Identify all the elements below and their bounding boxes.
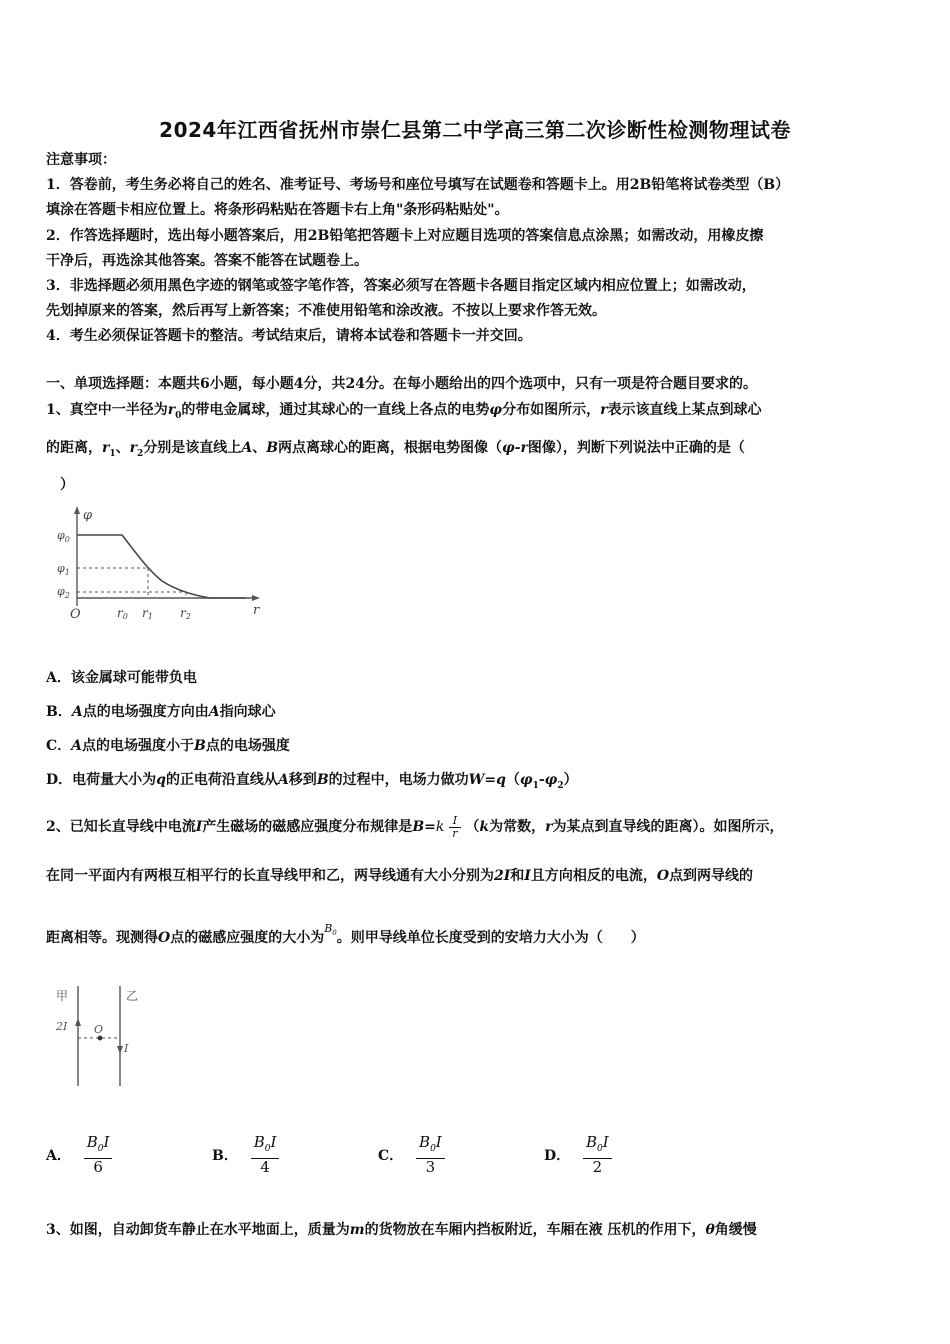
option-fraction: $\frac{B_0I}{4}$ [251, 1134, 280, 1176]
phi2-label: $\varphi_2$ [57, 585, 70, 600]
point-o [98, 1036, 103, 1041]
origin-label: O [70, 607, 81, 622]
potential-graph [50, 502, 270, 624]
q1-option-c[interactable]: C．A点的电场强度小于B点的电场强度 [46, 738, 290, 754]
notice-line: 填涂在答题卡相应位置上。将条形码粘贴在答题卡右上角"条形码粘贴处"。 [46, 202, 509, 218]
phi0-label: $\varphi_0$ [57, 529, 70, 544]
q2-stem-line2: 在同一平面内有两根互相平行的长直导线甲和乙，两导线通有大小分别为2I和I且方向相反的电流，O点到两导线的 [46, 868, 754, 884]
q1-stem-line3: ） [60, 477, 74, 493]
current-down-arrow [117, 1046, 123, 1054]
parallel-wires-figure [52, 982, 152, 1092]
r0-tick-label: r0 [117, 606, 128, 621]
y-axis-label: φ [83, 508, 93, 523]
phi1-label: $\varphi_1$ [57, 562, 70, 577]
r1-tick-label: r1 [142, 606, 153, 621]
option-fraction: $\frac{B_0I}{3}$ [416, 1134, 445, 1176]
q2-option-a[interactable]: A． $\frac{B_0I}{6}$ [46, 1134, 112, 1176]
q3-stem-line1: 3、如图，自动卸货车静止在水平地面上，质量为m的货物放在车厢内挡板附近，车厢在液 压机的作用下，θ角缓慢 [46, 1222, 757, 1238]
q1-stem-line1: 1、真空中一半径为$r_0$的带电金属球，通过其球心的一直线上各点的电势φ分布如图所示，r表示该直线上某点到球心 [46, 402, 762, 421]
q2-option-d[interactable]: D． $\frac{B_0I}{2}$ [544, 1134, 612, 1176]
jia-label: 甲 [56, 989, 69, 1003]
current-up-arrow [75, 1018, 81, 1026]
yi-label: 乙 [126, 989, 139, 1003]
q1-stem-line2: 的距离，$r_1$、$r_2$分别是该直线上A、B两点离球心的距离，根据电势图像（φ-r图像），判断下列说法中正确的是（ [46, 440, 745, 459]
q2-stem-line1: 2、已知长直导线中电流I产生磁场的磁感应强度分布规律是B=k $\frac{I}{r}$ （k为常数，r为某点到直导线的距离）。如图所示， [46, 813, 784, 840]
y-axis-arrow [74, 506, 80, 514]
notice-line: 先划掉原来的答案，然后再写上新答案；不准使用铅笔和涂改液。不按以上要求作答无效。 [46, 303, 606, 319]
q1-option-b[interactable]: B．A点的电场强度方向由A指向球心 [46, 704, 276, 720]
section-heading: 一、单项选择题：本题共6小题，每小题4分，共24分。在每小题给出的四个选项中，只有一项是符合题目要求的。 [46, 376, 757, 392]
o-label: O [94, 1023, 104, 1036]
notice-line: 3．非选择题必须用黑色字迹的钢笔或签字笔作答，答案必须写在答题卡各题目指定区域内相应位置上；如需改动， [46, 278, 756, 294]
r2-tick-label: r2 [180, 606, 191, 621]
notice-line: 4．考生必须保证答题卡的整洁。考试结束后，请将本试卷和答题卡一并交回。 [46, 328, 532, 344]
notice-line: 2．作答选择题时，选出每小题答案后，用2B铅笔把答题卡上对应题目选项的答案信息点涂黑；如需改动，用橡皮擦 [46, 228, 764, 244]
formula-fraction: $\frac{I}{r}$ [449, 815, 460, 840]
q2-stem-line3: 距离相等。现测得O点的磁感应强度的大小为$^{B_0}$。则甲导线单位长度受到的安培力大小为（ ） [46, 922, 645, 946]
x-axis-label: r [253, 603, 260, 618]
q2-option-c[interactable]: C． $\frac{B_0I}{3}$ [378, 1134, 445, 1176]
option-fraction: $\frac{B_0I}{6}$ [84, 1134, 113, 1176]
current-2i-label: 2I [56, 1020, 68, 1033]
x-axis-arrow [252, 595, 260, 601]
notice-line: 1．答卷前，考生务必将自己的姓名、准考证号、考场号和座位号填写在试题卷和答题卡上。用2B铅笔将试卷类型（B） [46, 177, 790, 193]
b0-symbol: B0 [324, 922, 337, 938]
page-title: 2024年江西省抚州市崇仁县第二中学高三第二次诊断性检测物理试卷 [159, 118, 791, 142]
notice-heading: 注意事项： [46, 152, 116, 168]
q1-option-d[interactable]: D．电荷量大小为q的正电荷沿直线从A移到B的过程中，电场力做功$W=q(\varphi_1-\varphi_2)$ [46, 772, 578, 791]
q1-option-a[interactable]: A．该金属球可能带负电 [46, 670, 197, 686]
q2-option-b[interactable]: B． $\frac{B_0I}{4}$ [212, 1134, 279, 1176]
option-fraction: $\frac{B_0I}{2}$ [583, 1134, 612, 1176]
potential-curve [77, 535, 246, 598]
notice-line: 干净后，再选涂其他答案。答案不能答在试题卷上。 [46, 253, 368, 269]
current-i-label: I [124, 1042, 129, 1055]
